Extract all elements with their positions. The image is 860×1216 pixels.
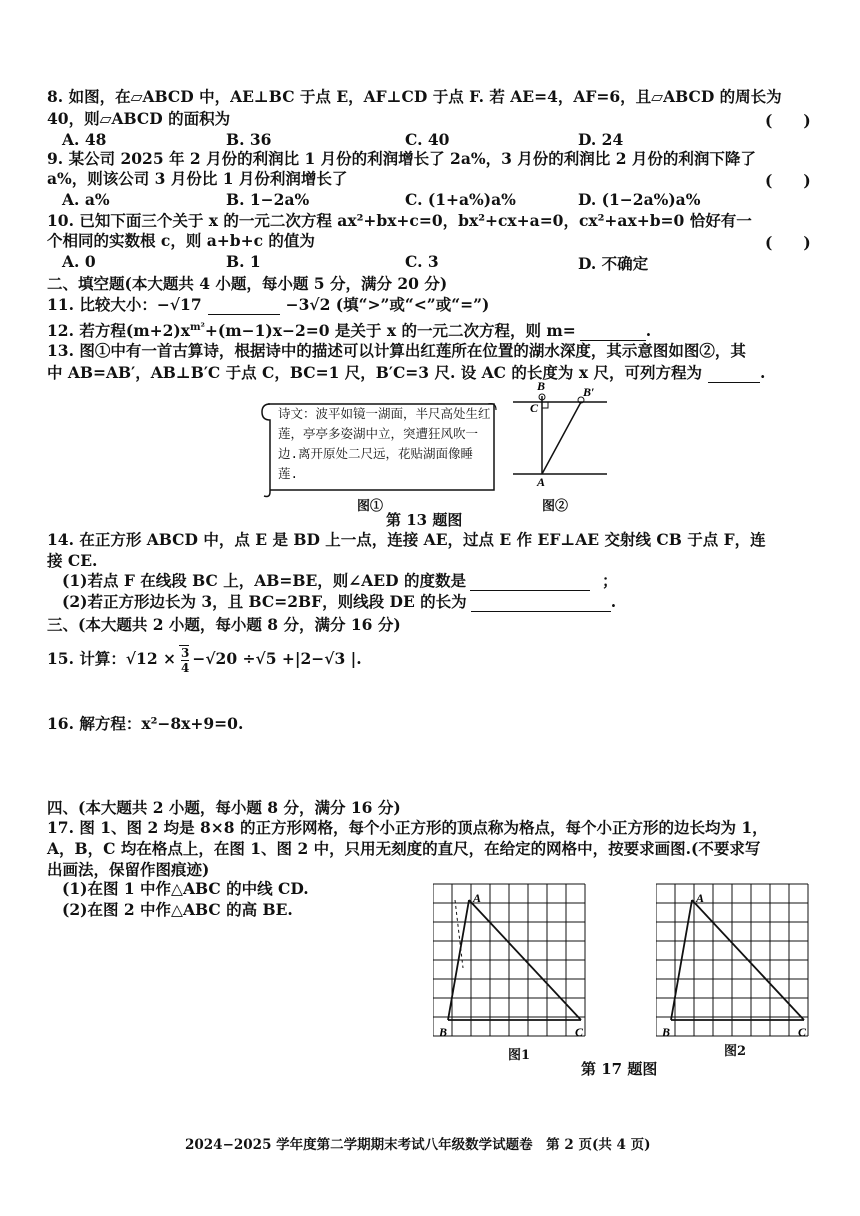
q8-answer-paren: ( ) [765, 111, 811, 130]
q11-blank [208, 298, 280, 315]
q10-option-a: A. 0 [62, 252, 96, 271]
q17-fig1-label: 图1 [508, 1048, 531, 1063]
q17-caption: 第 17 题图 [581, 1060, 658, 1078]
q12-text-mid: +(m−1)x−2=0 是关于 x 的一元二次方程，则 m= [204, 321, 576, 341]
q17-line2: A，B，C 均在格点上，在图 1、图 2 中，只用无刻度的直尺，在给定的网格中，按要求画图.(不要求写 [47, 839, 761, 858]
label-c: C [530, 401, 539, 415]
q13-line1: 13. 图①中有一首古算诗，根据诗中的描述可以计算出红莲所在位置的湖水深度，其示意图如图②，其 [47, 341, 746, 360]
q13-line2-end: . [759, 363, 766, 382]
segment-ab-prime [542, 402, 581, 474]
section-3-heading: 三、(本大题共 2 小题，每小题 8 分，满分 16 分) [47, 615, 401, 634]
q12 [47, 318, 651, 341]
q15-denominator: 4 [181, 661, 190, 675]
q17-fig2-label: 图2 [724, 1044, 747, 1059]
q14-sub2-text: (2)若正方形边长为 3，且 BC=2BF，则线段 DE 的长为 [62, 592, 467, 611]
section-4-heading: 四、(本大题共 2 小题，每小题 8 分，满分 16 分) [47, 798, 401, 817]
q9-option-c: C. (1+a%)a% [405, 190, 516, 209]
label-c: C [798, 1025, 807, 1039]
label-c: C [575, 1025, 584, 1039]
poem-text: 诗文：波平如镜一湖面，半尺高处生红莲，亭亭多姿湖中立，突遭狂风吹一边.离开原处二尺远，花贴湖面像睡莲. [278, 406, 491, 481]
q14-sub2 [62, 592, 616, 612]
q13-fig2-label: 图② [542, 499, 569, 514]
q11-text-pre: 11. 比较大小：−√17 [47, 295, 202, 314]
label-b: B [439, 1025, 448, 1039]
poem-scroll [260, 400, 500, 498]
q11 [47, 295, 489, 315]
section-2-heading: 二、填空题(本大题共 4 小题，每小题 5 分，满分 20 分) [47, 274, 448, 293]
q12-blank [580, 324, 646, 341]
q17-line3: 出画法，保留作图痕迹) [47, 860, 210, 879]
q14-sub1-blank [470, 574, 590, 591]
q10-option-d: D. 不确定 [578, 254, 649, 273]
q15 [47, 645, 362, 675]
q14-sub2-end: . [610, 592, 617, 611]
q8-option-d: D. 24 [578, 130, 624, 149]
label-b-prime: B′ [583, 385, 595, 399]
q8-option-a: A. 48 [62, 130, 107, 149]
q13-line2 [47, 363, 765, 383]
q17-grid-figure2 [656, 878, 826, 1043]
q12-exponent: m² [189, 322, 205, 333]
q17-sub1: (1)在图 1 中作△ABC 的中线 CD. [62, 879, 309, 898]
q9-line1: 9. 某公司 2025 年 2 月份的利润比 1 月份的利润增长了 2a%，3 月份的利润比 2 月份的利润下降了 [47, 149, 756, 168]
q13-figure2 [505, 378, 615, 488]
q17-sub2: (2)在图 2 中作△ABC 的高 BE. [62, 900, 293, 919]
q14-line1: 14. 在正方形 ABCD 中，点 E 是 BD 上一点，连接 AE，过点 E 作 EF⊥AE 交射线 CB 于点 F，连 [47, 530, 766, 549]
q10-line2: 个相同的实数根 c，则 a+b+c 的值为 [47, 231, 315, 250]
q17-grid-figure1 [433, 878, 603, 1043]
label-a: A [537, 475, 546, 488]
q15-fraction [179, 645, 189, 675]
q8-line1: 8. 如图，在▱ABCD 中，AE⊥BC 于点 E，AF⊥CD 于点 F. 若 AE=4，AF=6，且▱ABCD 的周长为 [47, 87, 782, 106]
q10-answer-paren: ( ) [765, 233, 811, 252]
q14-sub1-text: (1)若点 F 在线段 BC 上，AB=BE，则∠AED 的度数是 [62, 571, 466, 590]
q10-option-b: B. 1 [226, 252, 261, 271]
q14-line2: 接 CE. [47, 551, 98, 570]
q10-line1: 10. 已知下面三个关于 x 的一元二次方程 ax²+bx+c=0，bx²+cx+a=0，cx²+ax+b=0 恰好有一 [47, 211, 752, 230]
label-b: B [537, 379, 546, 393]
q9-option-d: D. (1−2a%)a% [578, 190, 701, 209]
q12-text-post: . [645, 321, 652, 341]
q15-text-pre: 15. 计算：√12 × [47, 649, 177, 668]
q14-sub1-end: ； [601, 571, 618, 590]
q13-blank [708, 366, 760, 383]
label-a: A [473, 891, 482, 905]
q14-sub1 [62, 571, 617, 591]
q9-option-b: B. 1−2a% [226, 190, 310, 209]
q11-text-post: −3√2 (填“>”或“<”或“=”) [285, 295, 490, 314]
page-footer: 2024−2025 学年度第二学期期末考试八年级数学试题卷 第 2 页(共 4 页) [185, 1137, 651, 1153]
right-angle-mark [542, 402, 548, 408]
label-b: B [662, 1025, 671, 1039]
q9-line2: a%，则该公司 3 月份比 1 月份利润增长了 [47, 169, 348, 188]
q8-option-c: C. 40 [405, 130, 450, 149]
q12-text-pre: 12. 若方程(m+2)x [47, 321, 190, 341]
q15-numerator: 3 [181, 646, 190, 660]
q15-text-post: −√20 ÷√5 +|2−√3 |. [192, 649, 362, 668]
q13-line2-text: 中 AB=AB′，AB⊥B′C 于点 C，BC=1 尺，B′C=3 尺. 设 AC 的长度为 x 尺，可列方程为 [47, 363, 702, 382]
label-a: A [696, 891, 705, 905]
q9-answer-paren: ( ) [765, 171, 811, 190]
q8-option-b: B. 36 [226, 130, 272, 149]
q14-sub2-blank [471, 595, 611, 612]
q9-option-a: A. a% [62, 190, 110, 209]
q17-line1: 17. 图 1、图 2 均是 8×8 的正方形网格，每个小正方形的顶点称为格点，每个小正方形的边长均为 1， [47, 818, 768, 837]
q13-fig1-label: 图① [357, 499, 384, 514]
q10-option-c: C. 3 [405, 252, 439, 271]
q13-caption: 第 13 题图 [386, 511, 463, 529]
q16: 16. 解方程：x²−8x+9=0. [47, 714, 244, 733]
q8-line2: 40，则▱ABCD 的面积为 [47, 109, 231, 128]
